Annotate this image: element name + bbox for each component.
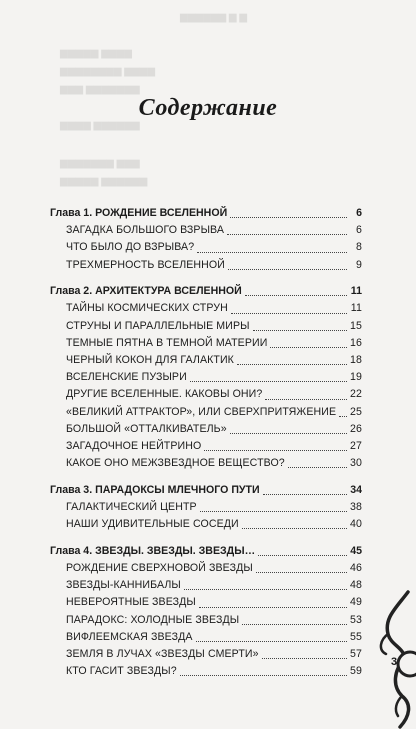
toc-page-number: 15 [350,319,362,332]
toc-entry [50,300,362,317]
dot-leader [256,568,347,573]
dot-leader [190,377,347,382]
toc-page-number: 25 [350,405,362,418]
toc-entry [50,455,362,472]
toc-title: ТАЙНЫ КОСМИЧЕСКИХ СТРУН [66,302,228,315]
toc-entry [50,663,362,680]
toc-entry [50,386,362,403]
dot-leader [231,309,347,314]
toc-page-number: 38 [350,501,362,513]
toc-chapter [50,482,362,499]
toc-title: КАКОЕ ОНО МЕЖЗВЕЗДНОЕ ВЕЩЕСТВО? [66,457,285,470]
toc-entry [50,335,362,352]
toc-title: КТО ГАСИТ ЗВЕЗДЫ? [66,665,177,678]
toc-page-number: 11 [350,285,362,298]
page-title: Содержание [138,95,278,121]
toc-page-number: 57 [350,648,362,660]
toc-chapter [50,283,362,300]
dot-leader [242,524,347,529]
toc-title: РОЖДЕНИЕ СВЕРХНОВОЙ ЗВЕЗДЫ [66,562,253,575]
toc-page-number: 49 [350,596,362,609]
toc-title: Глава 2. АРХИТЕКТУРА ВСЕЛЕННОЙ [50,285,242,298]
toc-title: Глава 3. ПАРАДОКСЫ МЛЕЧНОГО ПУТИ [50,483,260,496]
toc-entry [50,257,362,274]
toc-entry [50,421,362,438]
toc-title: ТРЕХМЕРНОСТЬ ВСЕЛЕННОЙ [66,258,225,271]
dot-leader [270,343,347,348]
dot-leader [204,446,347,451]
toc-title: ЗАГАДОЧНОЕ НЕЙТРИНО [66,439,202,452]
dot-leader [263,490,347,495]
toc-title: Глава 4. ЗВЕЗДЫ. ЗВЕЗДЫ. ЗВЕЗДЫ… [50,544,256,557]
dot-leader [230,213,347,218]
toc-entry [50,239,362,256]
dot-leader [184,585,347,590]
toc-entry [50,577,362,594]
dot-leader [230,429,347,434]
toc-entry [50,516,362,533]
toc-entry [50,438,362,455]
dot-leader [253,326,347,331]
toc-entry [50,594,362,611]
toc-entry [50,629,362,646]
toc-title: ТЕМНЫЕ ПЯТНА В ТЕМНОЙ МАТЕРИИ [66,336,268,349]
toc-title: ЧТО БЫЛО ДО ВЗРЫВА? [66,241,195,254]
toc-title: ЧЕРНЫЙ КОКОН ДЛЯ ГАЛАКТИК [66,354,234,366]
toc-page-number: 18 [350,354,362,366]
dot-leader [265,395,347,400]
toc-chapter [50,543,362,560]
dot-leader [200,507,347,512]
dot-leader [258,551,347,556]
toc-page-number: 9 [356,258,362,271]
toc-page-number: 6 [356,207,362,219]
toc-entry [50,404,362,421]
toc-page-number: 53 [350,613,362,626]
toc-page-number: 48 [350,579,362,592]
toc-title: Глава 1. РОЖДЕНИЕ ВСЕЛЕННОЙ [50,207,228,219]
dot-leader [242,620,347,625]
toc-title: ДРУГИЕ ВСЕЛЕННЫЕ. КАКОВЫ ОНИ? [66,388,263,401]
dot-leader [339,412,347,417]
toc-title: СТРУНЫ И ПАРАЛЛЕЛЬНЫЕ МИРЫ [66,319,250,332]
toc-page-number: 40 [350,518,362,531]
toc-page-number: 11 [350,302,362,315]
toc-title: ЗВЕЗДЫ-КАННИБАЛЫ [66,579,181,592]
toc-page-number: 8 [356,241,362,254]
toc-chapter [50,205,362,222]
toc-entry [50,499,362,516]
toc-title: ГАЛАКТИЧЕСКИЙ ЦЕНТР [66,501,197,513]
toc-title: ЗАГАДКА БОЛЬШОГО ВЗРЫВА [66,224,225,237]
toc-title: НЕВЕРОЯТНЫЕ ЗВЕЗДЫ [66,596,196,609]
toc-entry [50,318,362,335]
toc-title: БОЛЬШОЙ «ОТТАЛКИВАТЕЛЬ» [66,422,227,435]
dot-leader [288,463,347,468]
toc-page-number: 55 [350,630,362,643]
toc-title: ЗЕМЛЯ В ЛУЧАХ «ЗВЕЗДЫ СМЕРТИ» [66,648,259,660]
toc-page-number: 19 [350,371,362,384]
dot-leader [228,265,347,270]
toc-page-number: 45 [350,544,362,557]
dot-leader [262,654,347,659]
toc-page-number: 26 [350,422,362,435]
toc-title: НАШИ УДИВИТЕЛЬНЫЕ СОСЕДИ [66,518,239,531]
toc-title: ВСЕЛЕНСКИЕ ПУЗЫРИ [66,371,187,384]
toc-entry [50,369,362,386]
dot-leader [180,671,347,676]
page-number: 3 [390,656,398,668]
toc-title: ПАРАДОКС: ХОЛОДНЫЕ ЗВЕЗДЫ [66,613,240,626]
dot-leader [197,248,347,253]
toc-page-number: 6 [356,224,362,237]
dot-leader [196,637,347,642]
toc-page-number: 22 [350,388,362,401]
toc-entry [50,352,362,369]
toc-entry [50,612,362,629]
dot-leader [227,230,347,235]
toc-entry [50,222,362,239]
toc-page-number: 30 [350,457,362,470]
toc-page-number: 16 [350,336,362,349]
toc-title: ВИФЛЕЕМСКАЯ ЗВЕЗДА [66,630,193,643]
toc-page-number: 34 [350,483,362,496]
toc-title: «ВЕЛИКИЙ АТТРАКТОР», ИЛИ СВЕРХПРИТЯЖЕНИЕ [66,405,337,418]
toc-page-number: 46 [350,562,362,575]
toc-entry [50,646,362,663]
toc-entry [50,560,362,577]
bleed-through-text: ▆▆▆▆▆▆ ▆ ▆ ▆▆▆▆▆ ▆▆▆▆ ▆▆▆▆▆▆▆▆ ▆▆▆▆ ▆▆▆ ▆▆▆▆▆▆▆ ▆▆▆▆ ▆▆▆▆▆▆ ▆▆▆▆▆▆▆ ▆▆▆ ▆▆▆▆▆ ▆▆▆▆▆▆ [60,12,248,187]
dot-leader [237,360,347,365]
dot-leader [245,291,347,296]
toc-page-number: 59 [350,665,362,678]
toc-page-number: 27 [350,439,362,452]
dot-leader [199,603,347,608]
table-of-contents [50,205,362,680]
